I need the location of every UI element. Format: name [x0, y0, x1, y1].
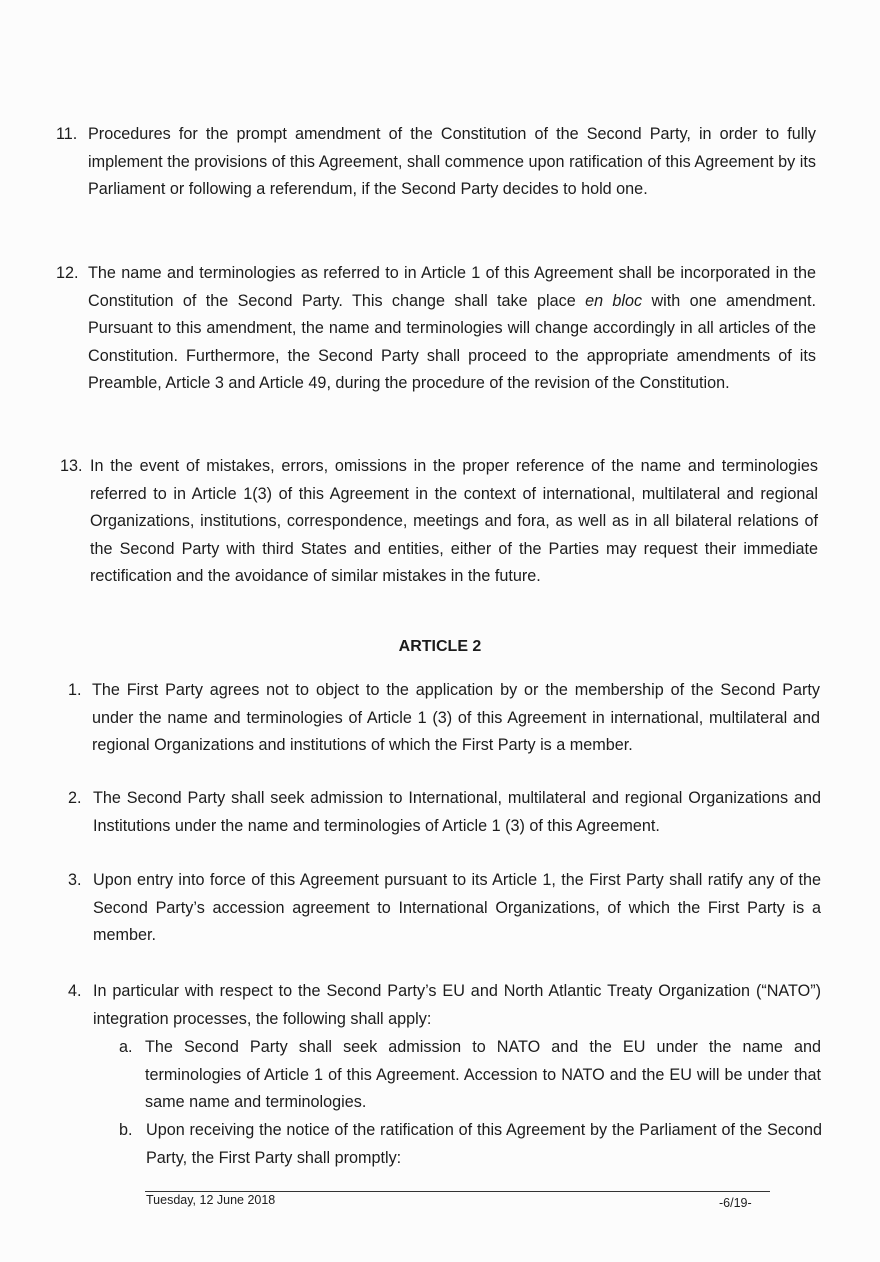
article-item-3	[68, 867, 821, 950]
paragraph-text: The Second Party shall seek admission to NATO and the EU under the name and terminologies of Article 1 of this Agreement. Accession to NATO and the EU will be under that same name and terminologies.	[145, 1038, 821, 1112]
footer-divider	[145, 1191, 770, 1192]
paragraph-text: In the event of mistakes, errors, omissions in the proper reference of the name and terminologies referred to in Article 1(3) of this Agreement in the context of international, multilateral and regional Organizations, institutions, correspondence, meetings and fora, as well as in all bilateral relations of the Second Party with third States and entities, either of the Parties may request their immediate rectification and the avoidance of similar mistakes in the future.	[90, 457, 818, 586]
paragraph-number: 13.	[60, 457, 83, 475]
italic-term: en bloc	[585, 291, 643, 310]
paragraph-number: 2.	[68, 789, 82, 807]
text-segment: with one amendment. Pursuant to this amendment, the name and terminologies will change accordingly in all articles of the Constitution. Furthermore, the Second Party shall proceed to the appropriate amendments of its Preamble, Article 3 and Article 49, during the procedure of the revision of the Constitution.	[88, 291, 816, 393]
paragraph-number: 12.	[56, 264, 79, 282]
paragraph-text	[88, 260, 816, 398]
paragraph-text: The Second Party shall seek admission to International, multilateral and regional Organizations and Institutions under the name and terminologies of Article 1 (3) of this Agreement.	[93, 789, 821, 835]
paragraph-number: 4.	[68, 982, 82, 1000]
paragraph-12	[56, 260, 816, 398]
paragraph-text: Upon entry into force of this Agreement pursuant to its Article 1, the First Party shall ratify any of the Second Party’s accession agreement to International Organizations, of which the First Party is a member.	[93, 871, 821, 945]
paragraph-number: a.	[119, 1038, 133, 1056]
paragraph-number: 1.	[68, 681, 82, 699]
sub-item-b	[119, 1117, 822, 1172]
paragraph-number: 3.	[68, 871, 82, 889]
article-item-2	[68, 785, 821, 840]
paragraph-text: Upon receiving the notice of the ratification of this Agreement by the Parliament of the Second Party, the First Party shall promptly:	[146, 1121, 822, 1167]
paragraph-13	[60, 453, 818, 591]
footer-page-number: -6/19-	[719, 1196, 752, 1210]
paragraph-text: Procedures for the prompt amendment of the Constitution of the Second Party, in order to fully implement the provisions of this Agreement, shall commence upon ratification of this Agreement by its Parliament or following a referendum, if the Second Party decides to hold one.	[88, 125, 816, 199]
article-item-1	[68, 677, 820, 760]
footer-date: Tuesday, 12 June 2018	[146, 1193, 276, 1207]
sub-item-a	[119, 1034, 821, 1117]
paragraph-number: b.	[119, 1121, 133, 1139]
paragraph-text: The First Party agrees not to object to the application by or the membership of the Second Party under the name and terminologies of Article 1 (3) of this Agreement in international, multilateral and regional Organizations and institutions of which the First Party is a member.	[92, 681, 820, 755]
article-heading: ARTICLE 2	[398, 638, 482, 655]
paragraph-11	[56, 121, 816, 204]
text-segment: The name and terminologies as referred to in Article 1 of this Agreement shall be incorporated in the Constitution of the Second Party. This change shall take place	[88, 264, 816, 310]
article-item-4	[68, 978, 821, 1033]
paragraph-number: 11.	[56, 125, 78, 143]
paragraph-text: In particular with respect to the Second Party’s EU and North Atlantic Treaty Organization (“NATO”) integration processes, the following shall apply:	[93, 982, 821, 1028]
